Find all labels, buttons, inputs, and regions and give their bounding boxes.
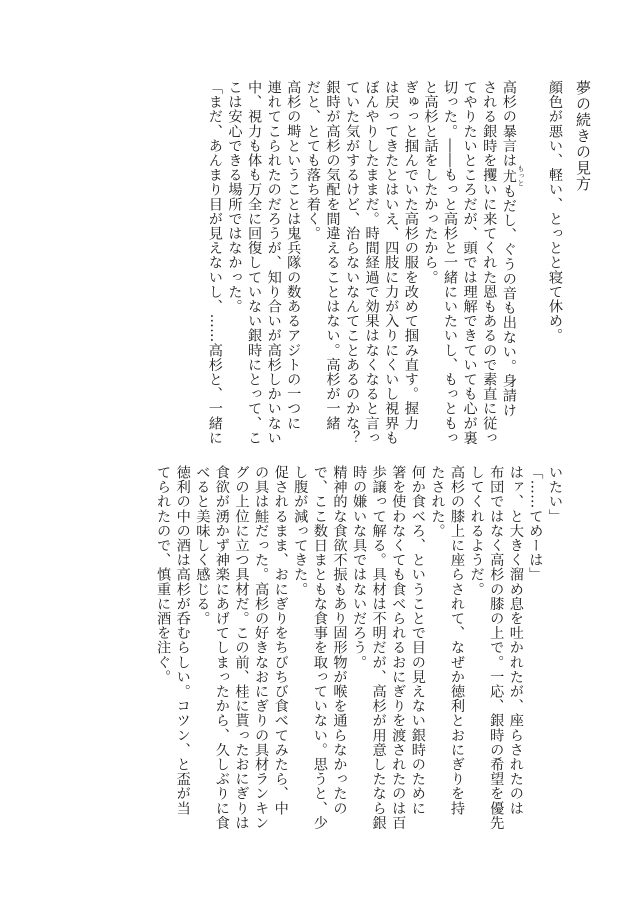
text-line: 銀時が高杉の気配を間違えることはない。高杉が一緒	[324, 80, 341, 431]
ruby-text: もっと	[516, 164, 525, 187]
text-segment: 高杉の暴言は	[500, 80, 517, 168]
text-line: 精神的な食欲不振もあり固形物が喉を通らなかったの	[331, 465, 348, 816]
text-line: 高杉の膝上に座らされて、なぜか徳利とおにぎりを持	[449, 465, 466, 816]
text-line: 顔色が悪い、軽い、とっとと寝て休め。	[547, 80, 563, 343]
text-line: てられたので、慎重に酒を注ぐ。	[155, 465, 172, 684]
text-line: 時の嫌いな具ではないだろう。	[351, 465, 368, 670]
chapter-title: 夢の続きの見方	[574, 80, 592, 192]
text-line: いたい」	[547, 465, 563, 524]
text-line: 箸を使わなくても食べられるおにぎりを渡されたのは百	[390, 465, 407, 830]
text-line: こは安心できる場所ではなかった。	[226, 80, 243, 314]
text-line: ていた気がするけど、治らないなんてことあるのかな？	[344, 80, 361, 445]
text-line: 中、視力も体も万全に回復していない銀時にとって、こ	[246, 80, 263, 445]
text-line: ぼんやりしたままだ。時間経過で効果はなくなると言っ	[363, 80, 380, 445]
text-line: はァ、と大きく溜め息を吐かれたが、座らされたのは	[507, 465, 524, 816]
text-line: 促されるまま、おにぎりをちびちび食べてみたら、中	[272, 465, 289, 816]
ruby-base: 尤	[500, 164, 517, 187]
text-line: 連れてこられたのだろうが、知り合いが高杉しかいない	[265, 80, 282, 445]
text-line: グの上位に立つ具材だ。この前、桂に貰ったおにぎりは	[233, 465, 250, 830]
text-line: たされた。	[429, 465, 446, 538]
text-block-bottom	[153, 465, 564, 830]
text-segment: もだし、ぐうの音も出ない。身請け	[500, 183, 517, 418]
text-line: 歩譲って解る。具材は不明だが、高杉が用意したなら銀	[370, 465, 387, 830]
text-line: 布団ではなく高杉の膝の上で。一応、銀時の希望を優先	[488, 465, 505, 830]
text-line: し腹が減ってきた。	[292, 465, 309, 597]
text-line: 食欲が湧かず神楽にあげてしまったから、久しぶりに食	[213, 465, 230, 830]
text-line: 徳利の中の酒は高杉が呑むらしい。コツン、と盃が当	[174, 465, 191, 816]
text-line: で、ここ数日まともな食事を取っていない。思うと、少	[311, 465, 328, 830]
text-line: してくれるようだ。	[468, 465, 485, 597]
text-line: 切った。――もっと高杉と一緒にいたいし、もっともっ	[442, 80, 459, 445]
text-line: だと、とても落ち着く。	[304, 80, 321, 241]
text-block-top	[204, 80, 564, 445]
text-line: と高杉と話をしたかったから。	[422, 80, 439, 285]
text-line: 何か食べろ、ということで目の見えない銀時のために	[409, 465, 426, 816]
ruby-annotation	[500, 164, 525, 187]
text-line: ぎゅっと掴んでいた高杉の服を改めて掴み直す。握力	[402, 80, 419, 431]
text-line: 「……てめーは」	[527, 465, 544, 582]
text-line: は戻ってきたとはいえ、四肢に力が入りにくいし視界も	[383, 80, 400, 445]
text-line	[498, 80, 525, 440]
text-line: の具は鮭だった。高杉の好きなおにぎりの具材ランキン	[253, 465, 270, 830]
text-line: べると美味しく感じる。	[194, 465, 211, 626]
text-line: てやりたいところだが、頭では理解できていても心が裏	[461, 80, 478, 445]
text-line: 高杉の塒ということは鬼兵隊の数あるアジトの一つに	[285, 80, 302, 431]
text-line: される銀時を攫いに来てくれた恩もあるので素直に従っ	[481, 80, 498, 445]
text-line: 「まだ、あんまり目が見えないし、……高杉と、一緒に	[206, 80, 223, 445]
